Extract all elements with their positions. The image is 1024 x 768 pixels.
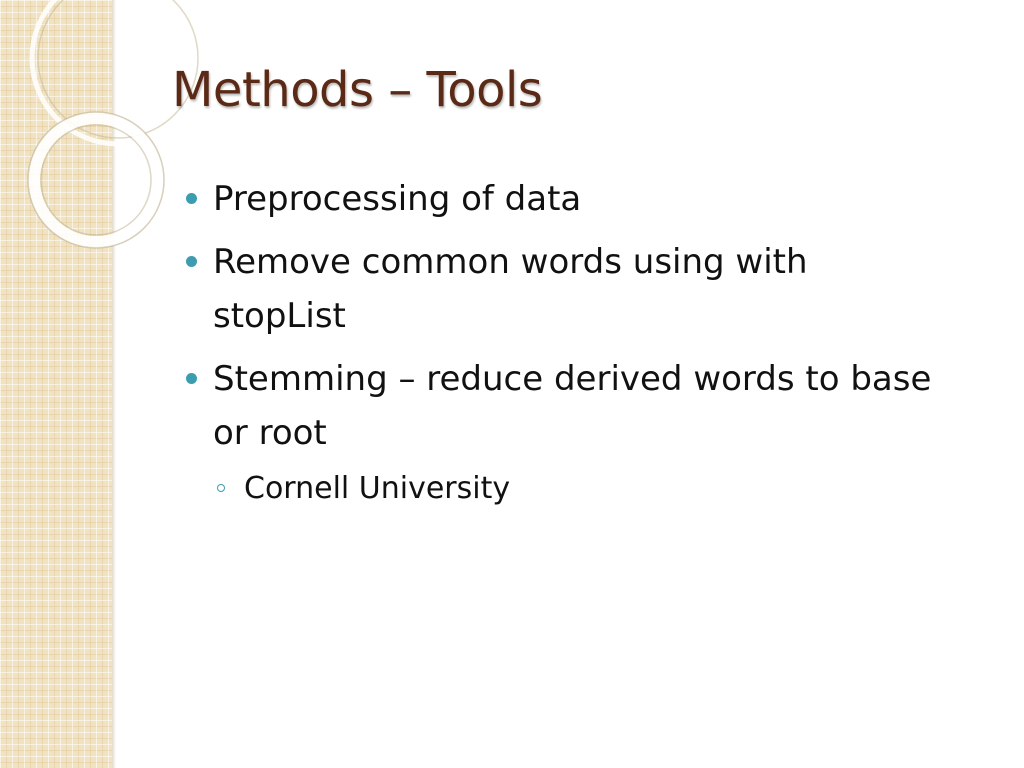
bullet-text: Remove common words using with stopList [213,242,808,336]
bullet-text: Preprocessing of data [213,179,582,219]
sub-bullet-item [217,467,946,511]
bullet-dot-icon [186,373,197,384]
slide-title: Methods – Tools [172,62,543,118]
bullet-dot-icon [186,193,197,204]
sub-bullet-ring-icon [217,484,225,492]
slide-content [186,172,946,511]
side-strip-shadow [112,0,116,768]
bullet-item [186,352,946,460]
bullet-dot-icon [186,256,197,267]
decorative-side-strip [0,0,112,768]
bullet-item [186,172,946,226]
bullet-text: Stemming – reduce derived words to base or root [213,359,932,453]
sub-bullet-text: Cornell University [244,471,511,506]
bullet-item [186,235,946,343]
